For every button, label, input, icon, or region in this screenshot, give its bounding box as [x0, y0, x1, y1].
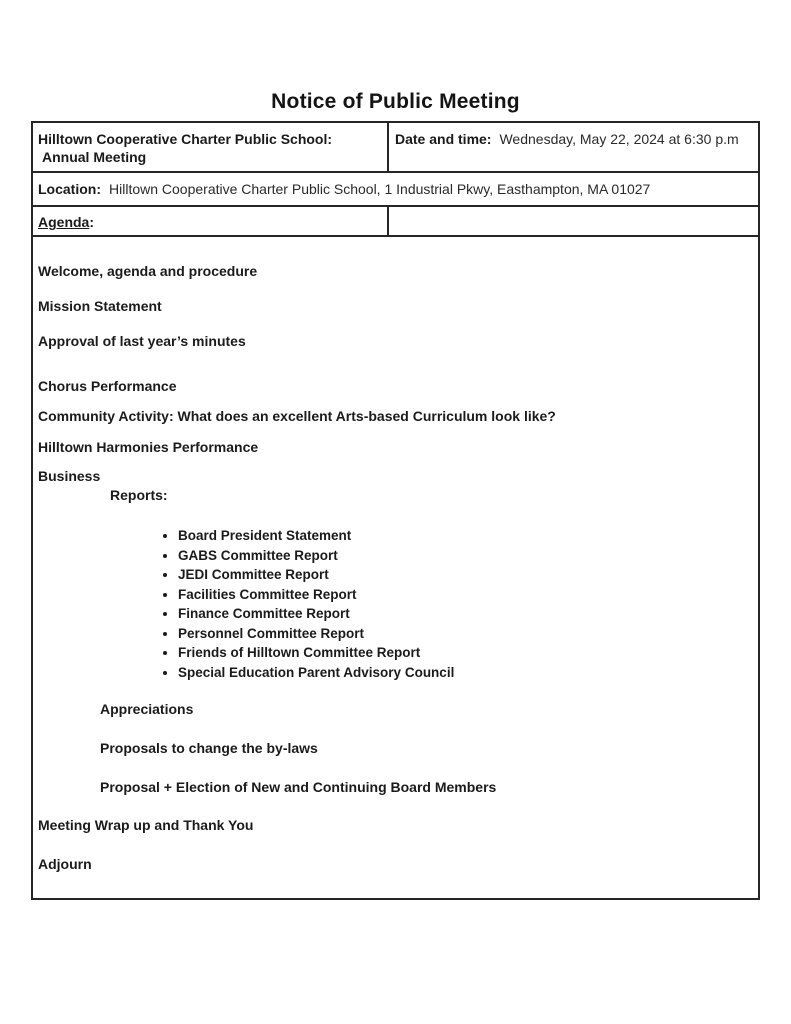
agenda-label-cell — [32, 206, 388, 236]
meeting-info-table — [31, 121, 760, 900]
header-row — [32, 122, 759, 172]
agenda-item-business: Business — [38, 468, 101, 484]
school-name: Hilltown Cooperative Charter Public School: — [38, 131, 333, 147]
agenda-item-board-election: Proposal + Election of New and Continuing Board Members — [100, 779, 497, 795]
agenda-label-row — [32, 206, 759, 236]
meeting-type: Annual Meeting — [42, 149, 147, 165]
report-item: • Finance Committee Report — [178, 604, 752, 624]
agenda-body-row — [32, 236, 759, 899]
report-item: • Facilities Committee Report — [178, 585, 752, 605]
datetime-value: Wednesday, May 22, 2024 at 6:30 p.m — [499, 131, 739, 147]
agenda-body-cell — [32, 236, 759, 899]
agenda-item-welcome: Welcome, agenda and procedure — [38, 263, 258, 279]
report-item: • Special Education Parent Advisory Council — [178, 663, 752, 683]
location-cell — [32, 172, 759, 206]
agenda-item-reports-heading: Reports: — [110, 487, 168, 503]
location-label: Location: — [38, 181, 101, 197]
report-item: • Personnel Committee Report — [178, 624, 752, 644]
datetime-cell — [388, 122, 759, 172]
agenda-label: Agenda — [38, 214, 90, 230]
report-item: • GABS Committee Report — [178, 546, 752, 566]
datetime-label: Date and time: — [395, 131, 492, 147]
location-value: Hilltown Cooperative Charter Public School, 1 Industrial Pkwy, Easthampton, MA 01027 — [109, 181, 651, 197]
agenda-item-community-activity: Community Activity: What does an excellent Arts-based Curriculum look like? — [38, 408, 556, 424]
agenda-item-appreciations: Appreciations — [100, 701, 194, 717]
page-title: Notice of Public Meeting — [271, 90, 520, 113]
report-item: • JEDI Committee Report — [178, 565, 752, 585]
agenda-item-bylaw-proposals: Proposals to change the by-laws — [100, 740, 318, 756]
agenda-item-adjourn: Adjourn — [38, 856, 92, 872]
agenda-item-wrap-up: Meeting Wrap up and Thank You — [38, 817, 254, 833]
agenda-colon: : — [89, 214, 95, 230]
agenda-empty-cell — [388, 206, 759, 236]
agenda-item-mission-statement: Mission Statement — [38, 298, 162, 314]
agenda-item-harmonies: Hilltown Harmonies Performance — [38, 439, 259, 455]
meeting-name-cell — [32, 122, 388, 172]
reports-list — [38, 526, 752, 682]
agenda-item-chorus-performance: Chorus Performance — [38, 378, 177, 394]
report-item: • Friends of Hilltown Committee Report — [178, 643, 752, 663]
report-item: • Board President Statement — [178, 526, 752, 546]
agenda-item-approval-minutes: Approval of last year’s minutes — [38, 333, 246, 349]
location-row — [32, 172, 759, 206]
